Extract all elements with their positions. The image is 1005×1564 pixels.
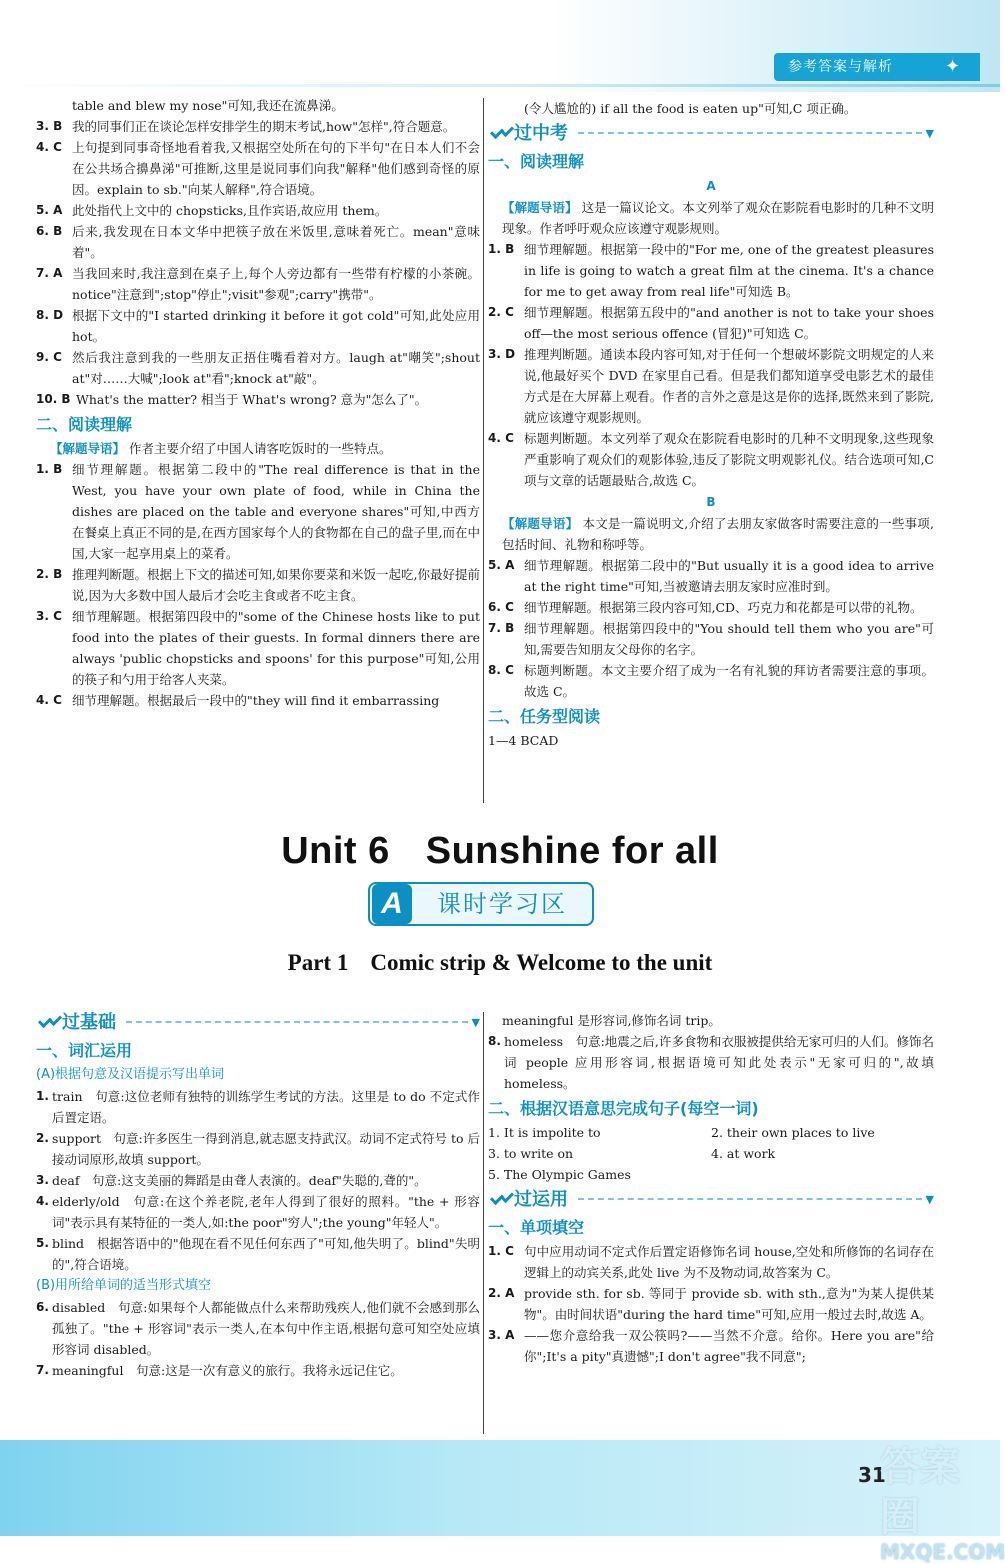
answer-item: 1. C 句中应用动词不定式作后置定语修饰名词 house,空处和所修饰的名词存在逻辑上的动宾关系,此处 live 为不及物动词,故答案为 C。 — [488, 1244, 934, 1280]
answer-item: 2. C 细节理解题。根据第五段中的"and another is not to take your shoes off—the most serious offence (冒犯)"可知选 C。 — [488, 305, 934, 341]
double-check-icon — [488, 1189, 514, 1209]
badge-text: 课时学习区 — [437, 889, 567, 918]
section-title: 二、根据汉语意思完成句子(每空一词) — [488, 1099, 759, 1118]
dashed-rule — [578, 132, 922, 134]
answer-item: 3. C 细节理解题。根据第四段中的"some of the Chinese hosts like to put food into the plates of their guests. In formal dinners there are always 'public chopsticks and spoons' for this purpose"可知,公用的筷子和勺用于给客人夹菜。 — [36, 609, 480, 687]
header-tab-label: 参考答案与解析 — [788, 59, 893, 75]
answer-item: 10. B What's the matter? 相当于 What's wrong? 意为"怎么了"。 — [36, 392, 428, 407]
answer-item: 4. C 上句提到同事奇怪地看着我,又根据空处所在句的下半句"在日本人们不会在公共场合擤鼻涕"可推断,这里是说同事们向我"解释"他们感到奇怪的原因。explain to sb."向某人解释",符合语境。 — [36, 140, 480, 197]
chevron-down-icon: ▼ — [925, 126, 934, 140]
chevron-down-icon: ▼ — [925, 1192, 934, 1206]
dashed-rule — [126, 1021, 468, 1023]
answer-item: 8. D 根据下文中的"I started drinking it before it got cold"可知,此处应用 hot。 — [36, 308, 480, 344]
answer-item: 2. support 句意:许多医生一得到消息,就志愿支持武汉。动词不定式符号 to 后接动词原形,故填 support。 — [36, 1131, 480, 1167]
rocket-icon: ✦ — [944, 56, 962, 77]
answer-item: 4. C 标题判断题。本文列举了观众在影院看电影时的几种不文明现象,这些现象严重影响了观众们的观影体验,违反了影院文明观影礼仪。结合选项可知,C 项与文章的话题最贴合,故选 C。 — [488, 431, 934, 488]
page-number: 31 — [858, 1463, 886, 1487]
answer-item: 3. deaf 句意:这支美丽的舞蹈是由聋人表演的。deaf"失聪的,聋的"。 — [36, 1173, 427, 1188]
logo-url: MXQE.COM — [880, 1540, 1005, 1564]
answer-item: 1. train 句意:这位老师有独特的训练学生考试的方法。这里是 to do 不定式作后置定语。 — [36, 1089, 480, 1125]
section-title: 二、阅读理解 — [36, 415, 133, 434]
answer-item: 1. B 细节理解题。根据第一段中的"For me, one of the greatest pleasures in life is going to watch a great film at the cinema. It's a chance for me to get away from real life"可知选 B。 — [488, 242, 934, 299]
sentence-answers-row: 3. to write on 4. at work — [488, 1146, 776, 1161]
reading-guide — [36, 438, 480, 459]
continued-line: meaningful 是形容词,修饰名词 trip。 — [502, 1013, 721, 1028]
sub-title: (A)根据句意及汉语提示写出单词 — [36, 1067, 225, 1082]
part-title: Part 1 Comic strip & Welcome to the unit — [287, 950, 713, 975]
answer-item: 2. A provide sth. for sb. 等同于 provide sb. with sth.,意为"为某人提供某物"。由时间状语"during the hard time"可知,应用一般过去时,故选 A。 — [488, 1286, 934, 1322]
logo-mark: 答案圈 — [880, 1444, 960, 1540]
guide-text: 作者主要介绍了中国人请客吃饭时的一些特点。 — [129, 441, 392, 456]
unit-title: Unit 6 Sunshine for all — [281, 830, 719, 872]
answer-item: 3. D 推理判断题。通读本段内容可知,对于任何一个想破坏影院文明规定的人来说,他最好买个 DVD 在家里自己看。但是我们都知道享受电影艺术的最佳方式是在大屏幕上观看。作者的言外之意是这是你的选择,既然来到了影院,就应该遵守观影规则。 — [488, 347, 934, 425]
answer-item: 1. B 细节理解题。根据第二段中的"The real difference is that in the West, you have your own plate of food, while in China the dishes are placed on the table and everyone shares"可知,中西方在餐桌上真正不同的是,在西方国家每个人的食物都在自己的盘子里,而在中国,大家一起享用桌上的菜肴。 — [36, 462, 480, 561]
sentence-answers-row: 5. The Olympic Games — [488, 1167, 631, 1182]
answer-item: 2. B 推理判断题。根据上下文的描述可知,如果你要菜和米饭一起吃,你最好提前说,因为大多数中国人最后才会吃主食或者不吃主食。 — [36, 567, 480, 603]
badge-letter: A — [372, 884, 412, 924]
double-check-icon — [488, 123, 514, 143]
answer-item: 6. B 后来,我发现在日本文华中把筷子放在米饭里,意味着死亡。mean"意味着"。 — [36, 224, 480, 260]
sentence-answers-row: 1. It is impolite to 2. their own places to live — [488, 1125, 875, 1140]
block-heading: 过中考 ▼ — [488, 119, 934, 147]
answer-item: 7. A 当我回来时,我注意到在桌子上,每个人旁边都有一些带有柠檬的小茶碗。notice"注意到";stop"停止";visit"参观";carry"携带"。 — [36, 266, 480, 302]
answer-item: 9. C 然后我注意到我的一些朋友正捂住嘴看着对方。laugh at"嘲笑";shout at"对……大喊";look at"看";knock at"敲"。 — [36, 350, 480, 386]
answer-item: 5. A 细节理解题。根据第二段中的"But usually it is a good idea to arrive at the right time"可知,当被邀请去朋友家时应准时到。 — [488, 558, 934, 594]
answer-item: 6. C 细节理解题。根据第三段内容可知,CD、巧克力和花都是可以带的礼物。 — [488, 600, 923, 615]
column-divider-top — [483, 98, 484, 803]
section-title: 二、任务型阅读 — [488, 707, 601, 726]
section-title: 一、阅读理解 — [488, 152, 585, 171]
task-reading-answer: 1—4 BCAD — [488, 733, 559, 748]
answer-item: 5. A 此处指代上文中的 chopsticks,且作宾语,故应用 them。 — [36, 203, 388, 218]
guide-tag: 【解题导语】 — [50, 441, 126, 456]
upper-right-column — [488, 98, 934, 751]
answer-item: 8. homeless 句意:地震之后,许多食物和衣服被提供给无家可归的人们。修饰名词 people 应用形容词,根据语境可知此处表示"无家可归的",故填 homeless。 — [488, 1034, 934, 1091]
answer-item: 4. C 细节理解题。根据最后一段中的"they will find it embarrassing — [36, 693, 440, 708]
answer-item: 7. meaningful 句意:这是一次有意义的旅行。我将永远记住它。 — [36, 1363, 403, 1378]
reading-guide: 【解题导语】 本文是一篇说明文,介绍了去朋友家做客时需要注意的一些事项,包括时间、礼物和称呼等。 — [502, 516, 934, 552]
continued-line: (令人尴尬的) if all the food is eaten up"可知,C 项正确。 — [524, 101, 857, 116]
top-bar — [0, 0, 1000, 92]
header-tab — [774, 53, 980, 81]
passage-letter: A — [706, 179, 716, 193]
answer-item: 3. B 我的同事们正在谈论怎样安排学生的期末考试,how"怎样",符合题意。 — [36, 119, 456, 134]
column-divider-bottom — [483, 1012, 484, 1434]
section-title: 一、单项填空 — [488, 1218, 585, 1237]
upper-left-column — [36, 95, 480, 711]
dashed-rule — [578, 1198, 922, 1200]
block-heading: 过基础 ▼ — [36, 1008, 480, 1036]
answer-item: 4. elderly/old 句意:在这个养老院,老年人得到了很好的照料。"the + 形容词"表示具有某特征的一类人,如:the poor"穷人";the young"年轻人"。 — [36, 1194, 480, 1230]
passage-letter: B — [706, 495, 716, 509]
section-title: 一、词汇运用 — [36, 1041, 133, 1060]
double-check-icon — [36, 1012, 62, 1032]
sub-title: (B)用所给单词的适当形式填空 — [36, 1278, 212, 1293]
lower-left-column — [36, 1008, 480, 1381]
answer-item: 5. blind 根据答语中的"他现在看不见任何东西了"可知,他失明了。blind"失明的",符合语境。 — [36, 1236, 480, 1272]
lower-right-column — [488, 1010, 934, 1367]
answer-item: 6. disabled 句意:如果每个人都能做点什么来帮助残疾人,他们就不会感到那么孤独了。"the + 形容词"表示一类人,在本句中作主语,根据句意可知空处应填形容词 disabled。 — [36, 1300, 480, 1357]
continued-line: table and blew my nose"可知,我还在流鼻涕。 — [72, 98, 344, 113]
block-heading: 过运用 ▼ — [488, 1185, 934, 1213]
study-area-badge — [368, 882, 594, 926]
answer-item: 8. C 标题判断题。本文主要介绍了成为一名有礼貌的拜访者需要注意的事项。故选 C。 — [488, 663, 934, 699]
chevron-down-icon: ▼ — [471, 1015, 480, 1029]
answer-item: 7. B 细节理解题。根据第四段中的"You should tell them who you are"可知,需要告知朋友父母你的名字。 — [488, 621, 934, 657]
bottom-band — [0, 1440, 1000, 1536]
answer-item: 3. A ——您介意给我一双公筷吗?——当然不介意。给你。Here you are"给你";It's a pity"真遗憾";I don't agree"我不同意"; — [488, 1328, 934, 1364]
reading-guide: 【解题导语】 这是一篇议论文。本文列举了观众在影院看电影时的几种不文明现象。作者呼吁观众应该遵守观影规则。 — [502, 200, 934, 236]
watermark-logo — [880, 1442, 1005, 1564]
